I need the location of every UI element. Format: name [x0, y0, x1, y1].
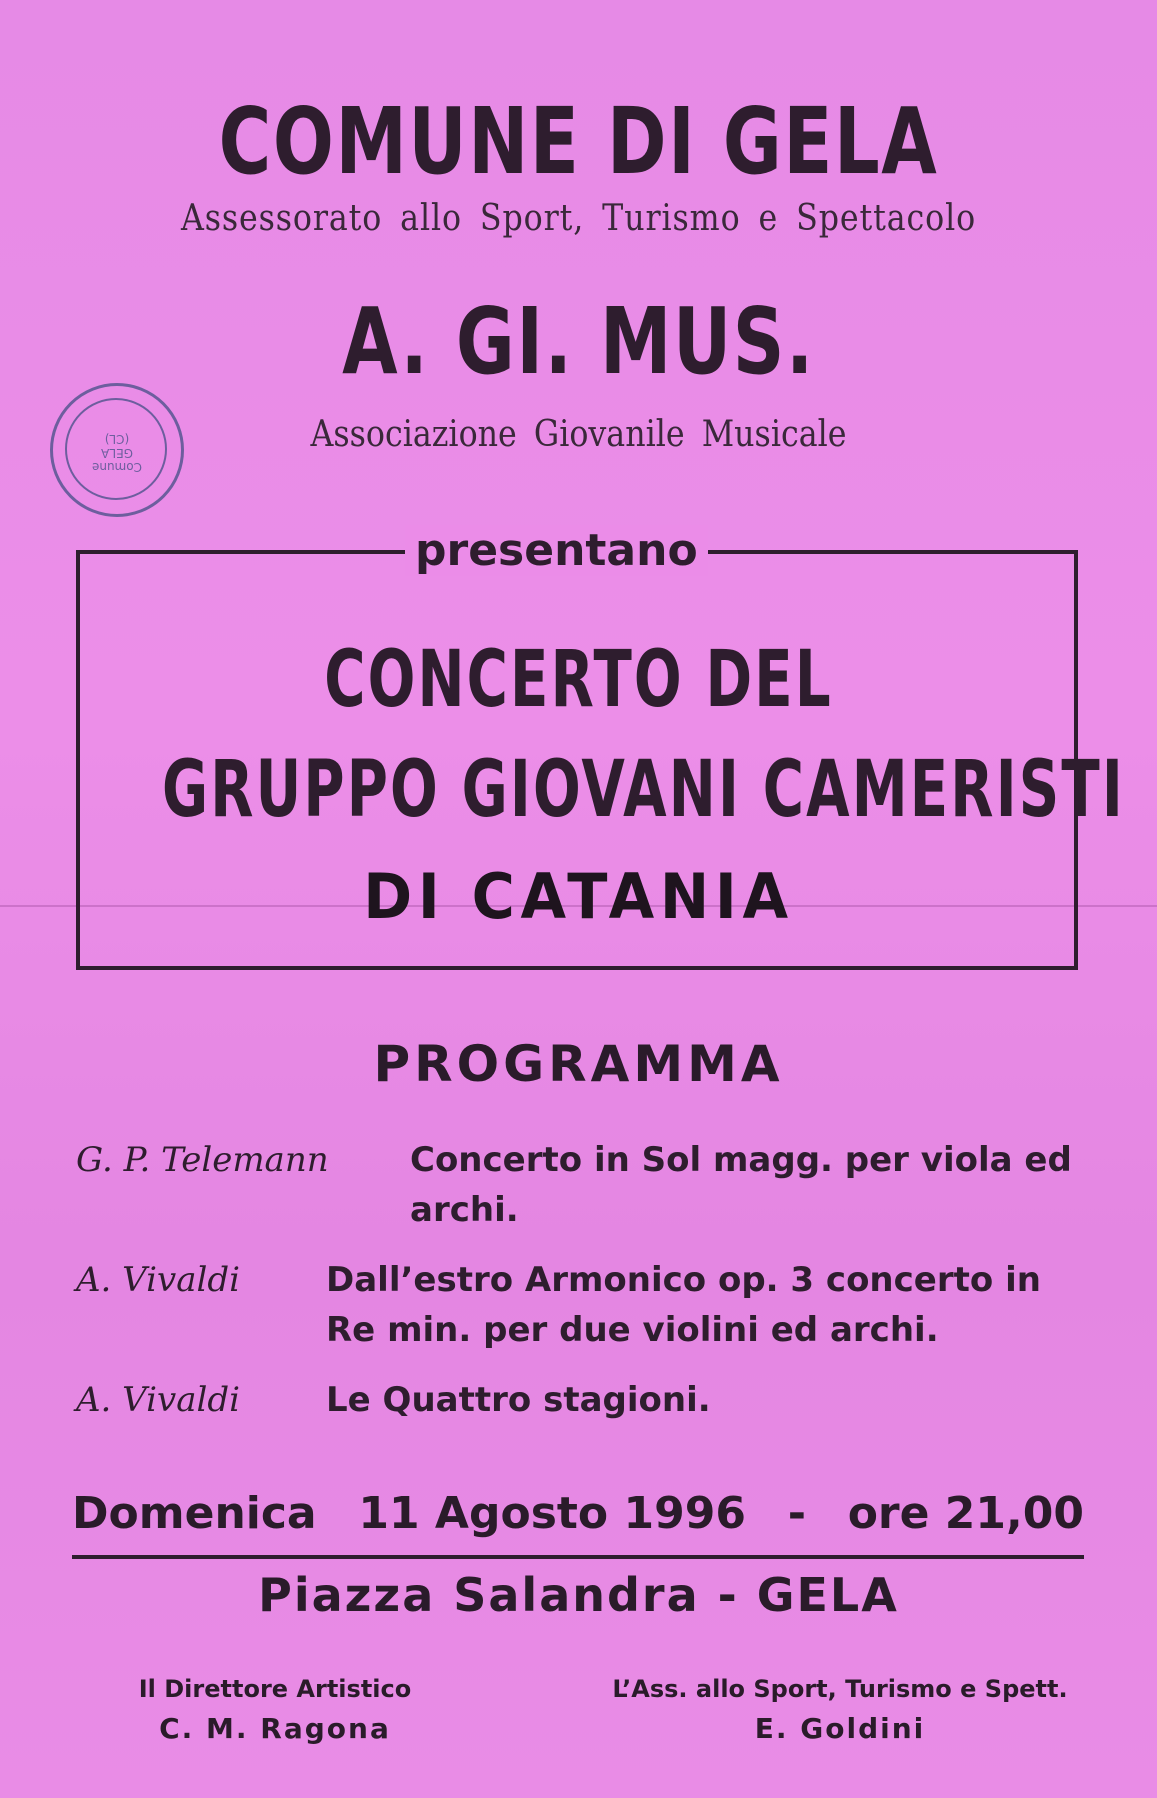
signature-left [125, 1672, 425, 1752]
stamp-text [53, 432, 181, 474]
program-item [76, 1375, 1086, 1435]
department-subtitle: Assessorato allo Sport, Turismo e Spettacolo [180, 198, 977, 239]
composer-name: G. P. Telemann [76, 1140, 329, 1180]
organization-name: A. GI. MUS. [342, 288, 815, 395]
stamp-line: (CL) [104, 432, 130, 446]
work-title: Dall’estro Armonico op. 3 concerto in Re min. per due violini ed archi. [326, 1260, 1041, 1350]
concert-title-line2: GRUPPO GIOVANI CAMERISTI [161, 745, 1125, 835]
divider [72, 1555, 1084, 1559]
stamp-line: Comune [92, 460, 143, 474]
signature-name: E. Goldini [754, 1712, 926, 1745]
program-item [76, 1255, 1086, 1365]
event-place: Piazza Salandra - GELA [258, 1568, 899, 1622]
programma-heading: PROGRAMMA [373, 1035, 784, 1093]
presentano-label: presentano [405, 525, 708, 576]
program-item [76, 1135, 1086, 1245]
work-title: Le Quattro stagioni. [326, 1380, 711, 1420]
stamp-line: GELA [100, 446, 134, 460]
event-date [72, 1488, 1084, 1539]
signature-right [585, 1672, 1095, 1752]
composer-name: A. Vivaldi [76, 1260, 240, 1300]
event-day: Domenica [72, 1488, 317, 1539]
work-title: Concerto in Sol magg. per viola ed archi. [410, 1140, 1072, 1230]
signature-role: Il Direttore Artistico [138, 1675, 412, 1703]
composer-name: A. Vivaldi [76, 1380, 240, 1420]
event-time: ore 21,00 [847, 1488, 1084, 1539]
signature-name: C. M. Ragona [159, 1712, 391, 1745]
event-date-value: 11 Agosto 1996 [358, 1488, 746, 1539]
page-title: COMUNE DI GELA [218, 88, 939, 195]
organization-fullname: Associazione Giovanile Musicale [310, 414, 847, 455]
event-separator: - [787, 1488, 806, 1539]
concert-title-line3: DI CATANIA [363, 860, 794, 933]
municipal-stamp [50, 383, 184, 517]
signature-role: L’Ass. allo Sport, Turismo e Spett. [612, 1675, 1068, 1703]
concert-title-line1: CONCERTO DEL [324, 635, 833, 725]
